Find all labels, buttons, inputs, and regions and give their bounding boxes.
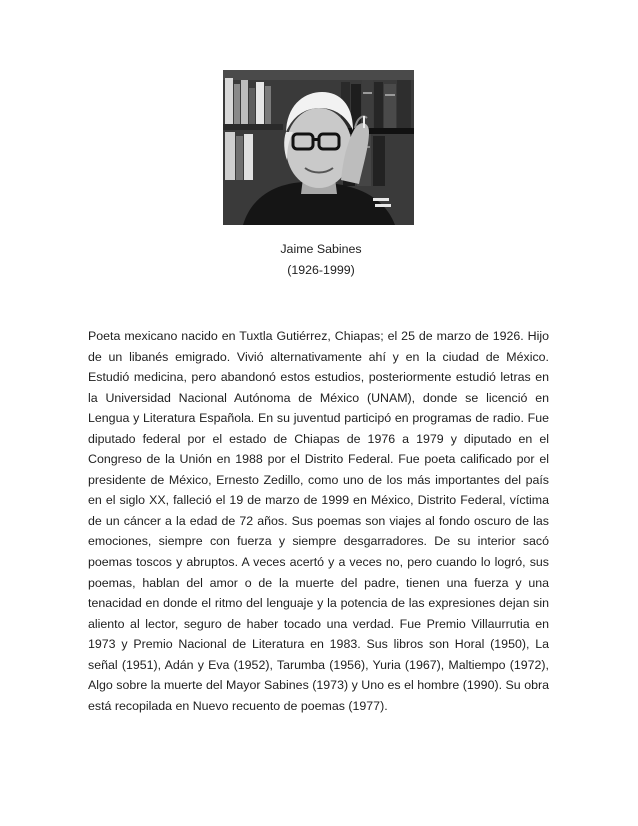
portrait-photo-icon [223,70,414,225]
author-years: (1926-1999) [287,263,355,277]
portrait-photo [223,70,414,225]
author-name: Jaime Sabines [280,242,362,256]
biography-paragraph: Poeta mexicano nacido en Tuxtla Gutiérrez, Chiapas; el 25 de marzo de 1926. Hijo de un libanés emigrado. Vivió alternativamente ahí y en la ciudad de México. Estudió medicina, pero abandonó estos estudios, posteriormente estudió letras en la Universidad Nacional Autónoma de México (UNAM), donde se licenció en Lengua y Literatura Española. En su juventud participó en programas de radio. Fue diputado federal por el estado de Chiapas de 1976 a 1979 y diputado en el Congreso de la Unión en 1988 por el Distrito Federal. Fue poeta calificado por el presidente de México, Ernesto Zedillo, como uno de los más importantes del país en el siglo XX, falleció el 19 de marzo de 1999 en México, Distrito Federal, víctima de un cáncer a la edad de 72 años. Sus poemas son viajes al fondo oscuro de las emociones, siempre con fuerza y siempre desgarradores. De su interior sacó poemas toscos y abruptos. A veces acertó y a veces no, pero cuando lo logró, sus poemas, hablan del amor o de la muerte del padre, tienen una fuerza y una tenacidad en donde el ritmo del lenguaje y la potencia de las expresiones dejan sin aliento al lector, seguro de haber tocado una verdad. Fue Premio Villaurrutia en 1973 y Premio Nacional de Literatura en 1983. Sus libros son Horal (1950), La señal (1951), Adán y Eva (1952), Tarumba (1956), Yuria (1967), Maltiempo (1972), Algo sobre la muerte del Mayor Sabines (1973) y Uno es el hombre (1990). Su obra está recopilada en Nuevo recuento de poemas (1977). [88,329,549,713]
